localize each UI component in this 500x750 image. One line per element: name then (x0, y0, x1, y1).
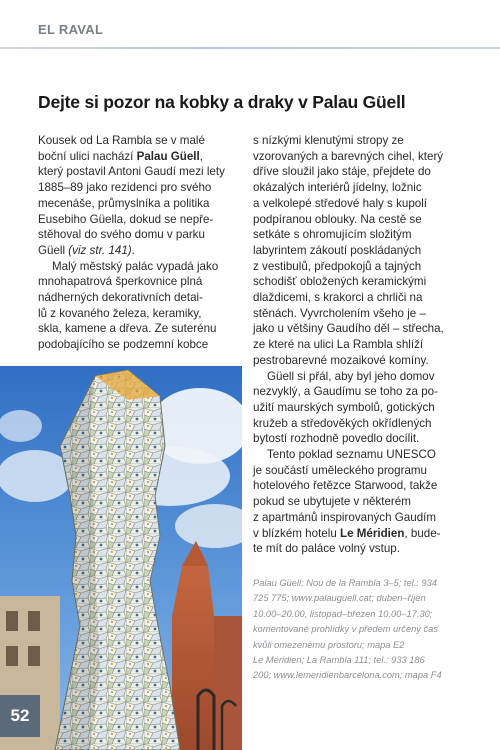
text-line: a velkolepé středové haly s kupolí (253, 196, 428, 210)
text-line: s nízkými klenutými stropy ze (253, 134, 404, 147)
text-line: jako u většiny Gaudího děl – střecha, (253, 322, 444, 336)
text-line: Eusebiho Güella, dokud se nepře- (38, 212, 214, 226)
text-line: hotelového řetězce Starwood, takže (253, 479, 438, 493)
practical-info (253, 576, 468, 684)
header-rule (0, 47, 500, 49)
text-line: kružeb a středověkých okřídlených (253, 416, 432, 430)
text-line: mnohapatrová šperkovnice plná (38, 275, 203, 289)
text-line: te mít do paláce volný vstup. (253, 542, 400, 556)
chimney-photo (0, 366, 242, 750)
text-line: který postavil Antoni Gaudí mezi lety (38, 165, 225, 179)
text-line: je součástí uměleckého programu (253, 463, 427, 477)
info-line: 200; www.lemeridienbarcelona.com; mapa F4 (253, 670, 442, 681)
info-line: 725 775; www.palauguell.cat; duben–říjen (253, 593, 426, 604)
place-name: Palau Güell (136, 149, 200, 163)
text-line (38, 149, 243, 165)
text-line: bytostí rozhodně povedlo docílit. (253, 432, 420, 446)
article-title: Dejte si pozor na kobky a draky v Palau Güell (38, 92, 406, 112)
text-line: stěnách. Vyvrcholením všeho je – (253, 306, 426, 320)
text-span: boční ulici nachází (38, 149, 137, 163)
info-line: komentované prohlídky v předem určený čas (253, 624, 438, 635)
article-left-column (38, 133, 243, 353)
info-line: Le Méridien; La Rambla 111; tel.: 933 186 (253, 655, 425, 666)
text-line: Güell si přál, aby byl jeho domov (267, 369, 435, 383)
text-line (38, 243, 243, 259)
text-line: lů z kovaného železa, keramiky, (38, 306, 202, 320)
section-title: EL RAVAL (38, 22, 104, 37)
text-line: Tento poklad seznamu UNESCO (267, 448, 436, 462)
text-line: schodišť obložených keramickými (253, 275, 427, 289)
text-span: Güell (38, 243, 69, 257)
text-line: mecenáše, průmyslníka a politika (38, 196, 210, 210)
text-span: , bude- (404, 526, 441, 540)
info-line: kvůli omezenému prostoru; mapa E2 (253, 639, 405, 650)
info-line: 10.00–20.00, listopad–březen 10.00–17.30; (253, 608, 433, 619)
text-line: dříve sloužil jako stáje, přejdete do (253, 165, 431, 179)
page-number-badge: 52 (0, 695, 40, 737)
text-line: Malý městský palác vypadá jako (52, 259, 219, 273)
text-line: vzorovaných a barevných cihel, který (253, 149, 444, 163)
text-line: dlaždicemi, s krakorci a chrliči na (253, 291, 423, 305)
text-line: 1885–89 jako rezidenci pro svého (38, 181, 212, 195)
text-span: . (131, 243, 135, 257)
page-reference: (viz str. 141) (68, 243, 132, 257)
hotel-name: Le Méridien (340, 526, 405, 540)
text-line: pokud se ubytujete v některém (253, 495, 411, 509)
text-line: skla, kamene a dřeva. Ze suterénu (38, 322, 217, 336)
text-line: labyrintem zákoutí poskládaných (253, 243, 422, 257)
text-line: Kousek od La Rambla se v malé (38, 134, 205, 147)
article-right-column (253, 133, 465, 557)
page-header (0, 0, 500, 56)
text-line: podpíranou oblouky. Na cestě se (253, 212, 422, 226)
text-line: nezvyklý, a Gaudímu se toho za po- (253, 385, 438, 399)
info-line: Palau Güell; Nou de la Rambla 3–5; tel.: 934 (253, 578, 437, 588)
text-line: pestrobarevné mozaikové komíny. (253, 353, 429, 367)
text-line: užití maurských symbolů, gotických (253, 400, 435, 414)
text-line: podobajícího se podzemní kobce (38, 338, 209, 352)
text-line: stěhoval do svého domu v parku (38, 228, 205, 242)
text-line: setkáte s ohromujícím složitým (253, 228, 412, 242)
text-line: okázalých interiérů jídelny, ložnic (253, 181, 422, 195)
text-span: v blízkém hotelu (253, 526, 340, 540)
text-line (253, 526, 465, 542)
text-line: ze které na ulici La Rambla shlíží (253, 338, 424, 352)
text-line: nádherných dekorativních detai- (38, 291, 203, 305)
text-span: , (199, 149, 203, 163)
text-line: z apartmánů inspirovaných Gaudím (253, 510, 437, 524)
text-line: z vestibulů, předpokojů a tajných (253, 259, 422, 273)
